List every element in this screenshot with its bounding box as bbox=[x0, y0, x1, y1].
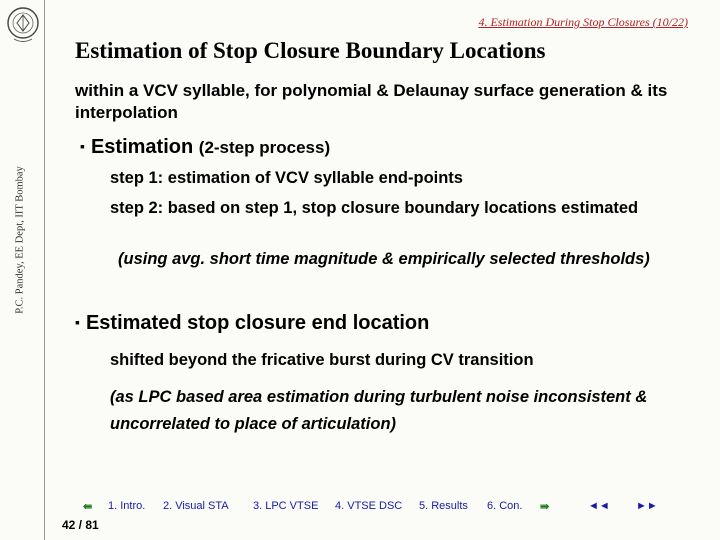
lpc-note-text: (as LPC based area estimation during turbulent noise inconsistent & uncorrelated to place of articulation) bbox=[110, 388, 648, 433]
nav-link-lpc-vtse[interactable]: 3. LPC VTSE bbox=[253, 500, 319, 512]
nav-next-slide-button[interactable]: ►► bbox=[636, 500, 658, 512]
page-number: 42 / 81 bbox=[62, 518, 99, 532]
bullet-marker-icon: ▪ bbox=[75, 314, 80, 330]
bullet-marker-icon: ▪ bbox=[80, 138, 85, 154]
slide-subtitle: within a VCV syllable, for polynomial & Delaunay surface generation & its interpolation bbox=[75, 81, 668, 122]
nav-back-icon[interactable]: ⇚ bbox=[83, 501, 93, 513]
nav-link-results[interactable]: 5. Results bbox=[419, 500, 468, 512]
bullet-stop-closure-end bbox=[75, 312, 429, 335]
shift-text: shifted beyond the fricative burst during CV transition bbox=[110, 351, 534, 369]
bullet-note: (2-step process) bbox=[198, 138, 331, 157]
slide-title: Estimation of Stop Closure Boundary Locations bbox=[75, 38, 546, 63]
nav-forward-icon[interactable]: ⇛ bbox=[540, 501, 550, 513]
nav-link-conclusion[interactable]: 6. Con. bbox=[487, 500, 523, 512]
step-3-text: (using avg. short time magnitude & empirically selected thresholds) bbox=[118, 250, 650, 268]
iit-bombay-logo-icon bbox=[6, 6, 40, 44]
bullet-estimation bbox=[80, 136, 330, 159]
sidebar bbox=[0, 0, 48, 540]
step-2-text: step 2: based on step 1, stop closure boundary locations estimated bbox=[110, 199, 639, 217]
author-affiliation: P.C. Pandey, EE Dept, IIT Bombay bbox=[14, 166, 26, 314]
nav-link-visual-sta[interactable]: 2. Visual STA bbox=[163, 500, 229, 512]
bullet-label: Estimated stop closure end location bbox=[85, 312, 430, 334]
nav-link-intro[interactable]: 1. Intro. bbox=[108, 500, 146, 512]
step-1-text: step 1: estimation of VCV syllable end-points bbox=[110, 169, 463, 187]
bullet-label: Estimation bbox=[90, 136, 194, 158]
section-header-link[interactable]: 4. Estimation During Stop Closures (10/22) bbox=[478, 15, 688, 29]
sidebar-divider bbox=[44, 0, 45, 540]
nav-prev-slide-button[interactable]: ◄◄ bbox=[588, 500, 610, 512]
nav-link-vtse-dsc[interactable]: 4. VTSE DSC bbox=[335, 500, 403, 512]
